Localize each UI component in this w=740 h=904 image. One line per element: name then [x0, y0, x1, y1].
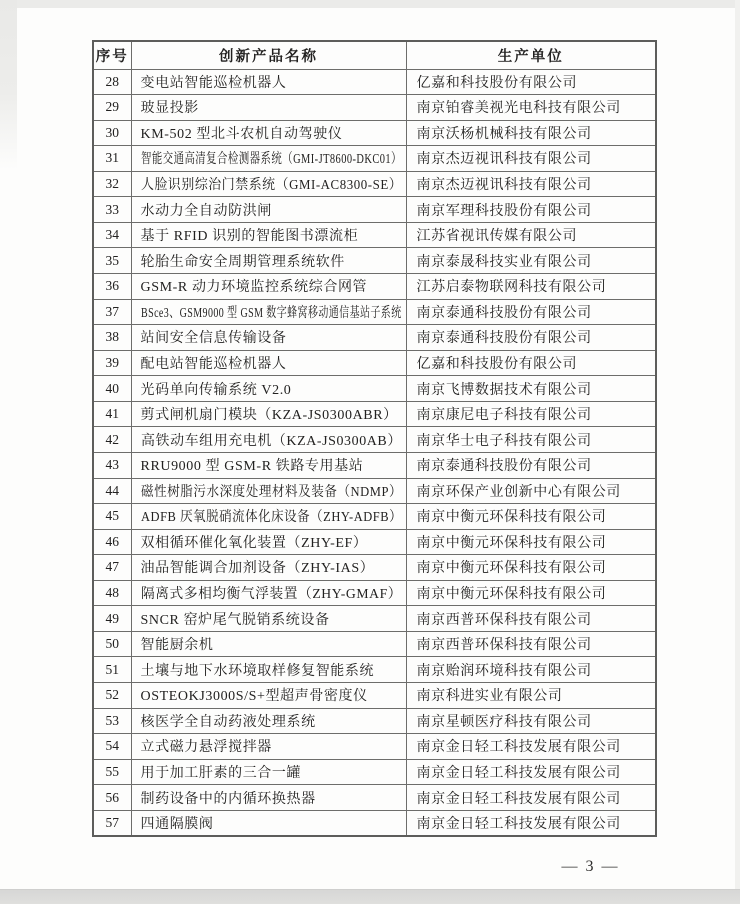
cell-manufacturer	[406, 376, 656, 402]
cell-index: 41	[93, 401, 131, 427]
scan-edge-right	[735, 0, 740, 904]
cell-product-name	[131, 631, 406, 657]
cell-product-name	[131, 555, 406, 581]
cell-manufacturer	[406, 171, 656, 197]
cell-manufacturer	[406, 274, 656, 300]
table-row	[93, 631, 656, 657]
table-row	[93, 325, 656, 351]
cell-index: 34	[93, 222, 131, 248]
manufacturer-text: 南京泰通科技股份有限公司	[416, 331, 592, 347]
cell-index: 46	[93, 529, 131, 555]
table-row	[93, 657, 656, 683]
product-name-text: 水动力全自动防洪闸	[140, 203, 272, 219]
table-row	[93, 810, 656, 836]
cell-product-name	[131, 427, 406, 453]
cell-manufacturer	[406, 478, 656, 504]
cell-index: 51	[93, 657, 131, 683]
cell-index: 32	[93, 171, 131, 197]
table-row	[93, 734, 656, 760]
cell-manufacturer	[406, 427, 656, 453]
table-row	[93, 197, 656, 223]
manufacturer-text: 南京泰通科技股份有限公司	[416, 459, 592, 475]
manufacturer-text: 南京科进实业有限公司	[416, 689, 563, 705]
cell-index: 31	[93, 146, 131, 172]
manufacturer-text: 南京金日轻工科技发展有限公司	[416, 740, 621, 756]
manufacturer-text: 南京西普环保科技有限公司	[416, 638, 592, 654]
manufacturer-text: 南京中衡元环保科技有限公司	[416, 535, 607, 551]
table-row	[93, 248, 656, 274]
cell-manufacturer	[406, 555, 656, 581]
cell-index: 42	[93, 427, 131, 453]
table-header-row	[93, 41, 656, 69]
manufacturer-text: 南京中衡元环保科技有限公司	[416, 561, 607, 577]
column-header-index: 序号	[93, 41, 131, 69]
cell-index: 44	[93, 478, 131, 504]
cell-index: 48	[93, 580, 131, 606]
cell-product-name	[131, 810, 406, 836]
cell-manufacturer	[406, 606, 656, 632]
cell-manufacturer	[406, 504, 656, 530]
table-row	[93, 95, 656, 121]
product-name-text: 双相循环催化氧化装置（ZHY-EF）	[140, 535, 368, 551]
product-name-text: ADFB 厌氧脱硝流体化床设备（ZHY-ADFB）	[140, 510, 402, 526]
cell-index: 35	[93, 248, 131, 274]
manufacturer-text: 南京中衡元环保科技有限公司	[416, 510, 607, 526]
table-row	[93, 146, 656, 172]
table-row	[93, 708, 656, 734]
cell-manufacturer	[406, 350, 656, 376]
cell-product-name	[131, 529, 406, 555]
product-name-text: 核医学全自动药液处理系统	[140, 714, 316, 730]
cell-product-name	[131, 759, 406, 785]
cell-index: 30	[93, 120, 131, 146]
cell-product-name	[131, 376, 406, 402]
cell-product-name	[131, 504, 406, 530]
table-row	[93, 222, 656, 248]
table-row	[93, 299, 656, 325]
cell-product-name	[131, 171, 406, 197]
manufacturer-text: 南京西普环保科技有限公司	[416, 612, 592, 628]
product-name-text: 立式磁力悬浮搅拌器	[140, 740, 272, 756]
table-row	[93, 120, 656, 146]
cell-manufacturer	[406, 452, 656, 478]
table-row	[93, 683, 656, 709]
cell-index: 53	[93, 708, 131, 734]
innovative-products-table	[92, 40, 657, 837]
manufacturer-text: 南京星顿医疗科技有限公司	[416, 714, 592, 730]
product-name-text: KM-502 型北斗农机自动驾驶仪	[140, 126, 343, 142]
product-name-text: 油品智能调合加剂设备（ZHY-IAS）	[140, 561, 375, 577]
product-name-text: RRU9000 型 GSM-R 铁路专用基站	[140, 459, 364, 475]
cell-manufacturer	[406, 299, 656, 325]
table-row	[93, 785, 656, 811]
cell-manufacturer	[406, 529, 656, 555]
table-row	[93, 350, 656, 376]
product-name-text: 剪式闸机扇门模块（KZA-JS0300ABR）	[140, 408, 398, 424]
cell-manufacturer	[406, 580, 656, 606]
product-name-text: 变电站智能巡检机器人	[140, 75, 287, 91]
table-row	[93, 478, 656, 504]
cell-product-name	[131, 350, 406, 376]
product-name-text: 隔离式多相均衡气浮装置（ZHY-GMAF）	[140, 587, 402, 603]
cell-product-name	[131, 734, 406, 760]
cell-index: 28	[93, 69, 131, 95]
cell-manufacturer	[406, 325, 656, 351]
cell-product-name	[131, 478, 406, 504]
product-name-text: 四通隔膜阀	[140, 816, 214, 832]
manufacturer-text: 南京金日轻工科技发展有限公司	[416, 765, 621, 781]
cell-index: 45	[93, 504, 131, 530]
cell-manufacturer	[406, 69, 656, 95]
cell-product-name	[131, 222, 406, 248]
table-row	[93, 555, 656, 581]
manufacturer-text: 南京金日轻工科技发展有限公司	[416, 791, 621, 807]
cell-manufacturer	[406, 785, 656, 811]
table-row	[93, 606, 656, 632]
cell-manufacturer	[406, 708, 656, 734]
cell-product-name	[131, 120, 406, 146]
manufacturer-text: 南京军理科技股份有限公司	[416, 203, 592, 219]
manufacturer-text: 南京中衡元环保科技有限公司	[416, 587, 607, 603]
cell-product-name	[131, 248, 406, 274]
product-name-text: SNCR 窑炉尾气脱销系统设备	[140, 612, 330, 628]
cell-manufacturer	[406, 222, 656, 248]
table-body	[93, 69, 656, 836]
product-name-text: 智能厨余机	[140, 638, 214, 654]
product-name-text: 站间安全信息传输设备	[140, 331, 287, 347]
cell-manufacturer	[406, 683, 656, 709]
cell-index: 38	[93, 325, 131, 351]
page-number: — 3 —	[561, 858, 620, 875]
cell-product-name	[131, 69, 406, 95]
cell-manufacturer	[406, 810, 656, 836]
cell-product-name	[131, 657, 406, 683]
product-name-text: 高铁动车组用充电机（KZA-JS0300AB）	[140, 433, 402, 449]
column-header-manufacturer: 生产单位	[406, 41, 656, 69]
table-row	[93, 171, 656, 197]
cell-manufacturer	[406, 401, 656, 427]
table-row	[93, 274, 656, 300]
cell-product-name	[131, 785, 406, 811]
cell-manufacturer	[406, 248, 656, 274]
manufacturer-text: 南京泰通科技股份有限公司	[416, 305, 592, 321]
cell-product-name	[131, 708, 406, 734]
cell-manufacturer	[406, 146, 656, 172]
cell-product-name	[131, 95, 406, 121]
cell-product-name	[131, 452, 406, 478]
cell-index: 55	[93, 759, 131, 785]
table-row	[93, 504, 656, 530]
cell-product-name	[131, 325, 406, 351]
manufacturer-text: 南京泰晟科技实业有限公司	[416, 254, 592, 270]
manufacturer-text: 江苏省视讯传媒有限公司	[416, 229, 578, 245]
cell-index: 29	[93, 95, 131, 121]
product-name-text: 配电站智能巡检机器人	[140, 356, 287, 372]
cell-product-name	[131, 401, 406, 427]
product-name-text: 用于加工肝素的三合一罐	[140, 765, 302, 781]
product-name-text: 基于 RFID 识别的智能图书漂流柜	[140, 229, 359, 245]
manufacturer-text: 南京飞博数据技术有限公司	[416, 382, 592, 398]
cell-product-name	[131, 606, 406, 632]
manufacturer-text: 南京贻润环境科技有限公司	[416, 663, 592, 679]
scan-edge-left	[0, 0, 17, 170]
table-row	[93, 401, 656, 427]
manufacturer-text: 南京杰迈视讯科技有限公司	[416, 178, 592, 194]
table-row	[93, 759, 656, 785]
product-name-text: 智能交通高清复合检测器系统（GMI-JT8600-DKC01）	[140, 152, 402, 168]
cell-index: 52	[93, 683, 131, 709]
cell-index: 49	[93, 606, 131, 632]
scan-edge-bottom	[0, 889, 740, 904]
cell-product-name	[131, 683, 406, 709]
manufacturer-text: 南京杰迈视讯科技有限公司	[416, 152, 592, 168]
table-row	[93, 452, 656, 478]
product-name-text: 玻显投影	[140, 101, 199, 117]
cell-index: 50	[93, 631, 131, 657]
cell-manufacturer	[406, 631, 656, 657]
cell-index: 47	[93, 555, 131, 581]
manufacturer-text: 亿嘉和科技股份有限公司	[416, 356, 578, 372]
table-row	[93, 376, 656, 402]
cell-index: 37	[93, 299, 131, 325]
manufacturer-text: 南京环保产业创新中心有限公司	[416, 484, 621, 500]
table-row	[93, 69, 656, 95]
cell-product-name	[131, 580, 406, 606]
cell-index: 36	[93, 274, 131, 300]
product-name-text: GSM-R 动力环境监控系统综合网管	[140, 280, 368, 296]
manufacturer-text: 南京金日轻工科技发展有限公司	[416, 816, 621, 832]
cell-product-name	[131, 197, 406, 223]
cell-manufacturer	[406, 657, 656, 683]
cell-manufacturer	[406, 734, 656, 760]
cell-index: 39	[93, 350, 131, 376]
column-header-product-name: 创新产品名称	[131, 41, 406, 69]
cell-manufacturer	[406, 95, 656, 121]
table-row	[93, 529, 656, 555]
product-name-text: 轮胎生命安全周期管理系统软件	[140, 254, 345, 270]
cell-index: 57	[93, 810, 131, 836]
product-name-text: 人脸识别综治门禁系统（GMI-AC8300-SE）	[140, 178, 402, 194]
manufacturer-text: 南京铂睿美视光电科技有限公司	[416, 101, 621, 117]
table-row	[93, 580, 656, 606]
cell-manufacturer	[406, 120, 656, 146]
product-name-text: 制药设备中的内循环换热器	[140, 791, 316, 807]
manufacturer-text: 江苏启泰物联网科技有限公司	[416, 280, 607, 296]
manufacturer-text: 南京沃杨机械科技有限公司	[416, 126, 592, 142]
cell-manufacturer	[406, 197, 656, 223]
manufacturer-text: 亿嘉和科技股份有限公司	[416, 75, 578, 91]
cell-product-name	[131, 299, 406, 325]
cell-index: 43	[93, 452, 131, 478]
cell-product-name	[131, 146, 406, 172]
product-name-text: 土壤与地下水环境取样修复智能系统	[140, 663, 375, 679]
cell-index: 40	[93, 376, 131, 402]
cell-manufacturer	[406, 759, 656, 785]
manufacturer-text: 南京康尼电子科技有限公司	[416, 408, 592, 424]
manufacturer-text: 南京华士电子科技有限公司	[416, 433, 592, 449]
cell-product-name	[131, 274, 406, 300]
product-name-text: 磁性树脂污水深度处理材料及装备（NDMP）	[140, 484, 402, 500]
product-name-text: 光码单向传输系统 V2.0	[140, 382, 292, 398]
product-name-text: BSce3、GSM9000 型 GSM 数字蜂窝移动通信基站子系统	[140, 305, 402, 321]
table-row	[93, 427, 656, 453]
cell-index: 54	[93, 734, 131, 760]
cell-index: 56	[93, 785, 131, 811]
cell-index: 33	[93, 197, 131, 223]
scan-edge-top	[0, 0, 740, 8]
product-name-text: OSTEOKJ3000S/S+型超声骨密度仪	[140, 689, 368, 705]
